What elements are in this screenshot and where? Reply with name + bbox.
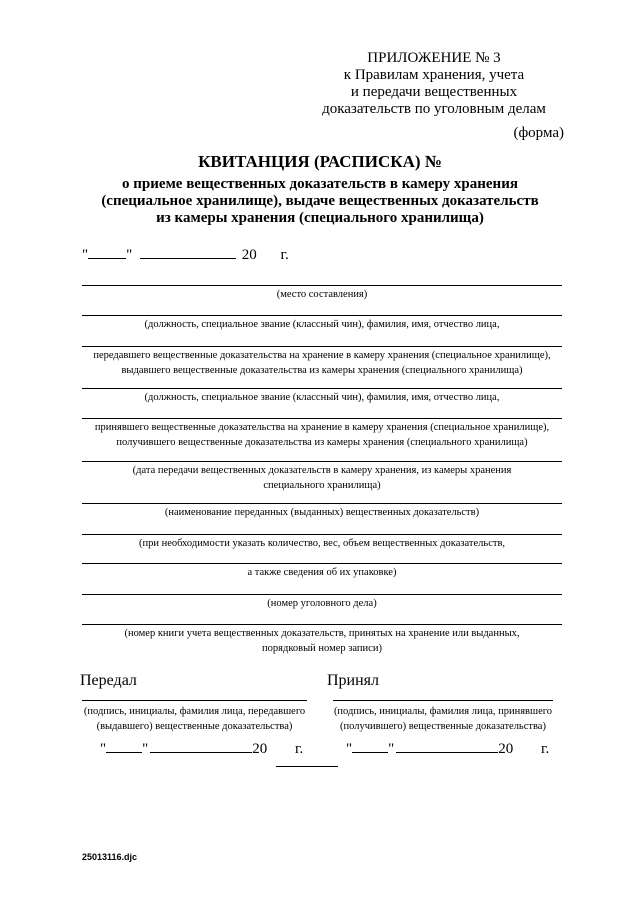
field-caption xyxy=(82,505,562,520)
field-line-place[interactable] xyxy=(82,285,562,286)
caption-line: передавшего вещественные доказательства на хранение в камеру хранения (специальное хранилище), xyxy=(93,350,551,361)
caption-line: (подпись, инициалы, фамилия лица, принявшего xyxy=(333,706,553,717)
field-caption xyxy=(82,536,562,551)
field-line-evidence-name[interactable] xyxy=(82,503,562,504)
recipient-date-line xyxy=(346,738,549,758)
caption-line: а также сведения об их упаковке) xyxy=(247,567,397,578)
field-line-transferor-position[interactable] xyxy=(82,315,562,316)
appendix-line: и передачи вещественных xyxy=(350,84,518,100)
field-caption xyxy=(82,317,562,332)
document-subtitle xyxy=(0,176,640,227)
subtitle-line: (специальное хранилище), выдаче вещественных доказательств xyxy=(101,193,539,209)
caption-line: (наименование переданных (выданных) вещественных доказательств) xyxy=(164,507,480,518)
field-caption xyxy=(82,348,562,378)
quote-close: " xyxy=(388,741,395,757)
caption-line: (выдавшего) вещественные доказательства) xyxy=(96,721,293,732)
year-suffix: г. xyxy=(295,741,304,757)
transferor-signature-line[interactable] xyxy=(82,700,307,701)
form-label: (форма) xyxy=(513,125,564,141)
field-line-packaging[interactable] xyxy=(82,563,562,564)
field-caption xyxy=(82,420,562,450)
caption-line: (подпись, инициалы, фамилия лица, передавшего xyxy=(83,706,306,717)
field-caption xyxy=(82,463,562,493)
year-prefix: 20 xyxy=(498,741,514,757)
field-caption xyxy=(82,596,562,611)
quote-open: " xyxy=(346,741,353,757)
transferor-signature-caption xyxy=(72,704,317,734)
file-name: 25013116.djc xyxy=(82,852,138,862)
field-line-transferor-name[interactable] xyxy=(82,346,562,347)
caption-line: (при необходимости указать количество, вес, объем вещественных доказательств, xyxy=(138,538,506,549)
caption-line: (получившего) вещественные доказательства) xyxy=(340,721,546,732)
appendix-header xyxy=(304,50,564,118)
receipt-date-line xyxy=(82,244,289,264)
quote-open: " xyxy=(100,741,107,757)
year-suffix: г. xyxy=(280,247,289,263)
field-caption xyxy=(82,390,562,405)
appendix-line: к Правилам хранения, учета xyxy=(343,67,525,83)
day-blank[interactable] xyxy=(352,738,388,753)
caption-line: (номер уголовного дела) xyxy=(267,598,377,609)
caption-line: получившего вещественные доказательства из камеры хранения (специального хранилища) xyxy=(116,437,528,448)
field-caption xyxy=(82,626,562,656)
field-line-recipient-name[interactable] xyxy=(82,418,562,419)
year-suffix: г. xyxy=(541,741,550,757)
caption-line: принявшего вещественные доказательства на хранение в камеру хранения (специальное хранилище), xyxy=(94,422,550,433)
day-blank[interactable] xyxy=(88,244,126,259)
field-caption xyxy=(82,287,562,302)
month-blank[interactable] xyxy=(150,738,252,753)
caption-line: (дата передачи вещественных доказательств в камеру хранения, из камеры хранения xyxy=(132,465,512,476)
recipient-signature-line[interactable] xyxy=(333,700,553,701)
field-line-case-number[interactable] xyxy=(82,594,562,595)
quote-open: " xyxy=(82,247,89,263)
stamp-line[interactable] xyxy=(276,766,338,767)
month-blank[interactable] xyxy=(396,738,498,753)
subtitle-line: из камеры хранения (специального хранилища) xyxy=(156,210,484,226)
field-line-transfer-date[interactable] xyxy=(82,461,562,462)
subtitle-line: о приеме вещественных доказательств в камеру хранения xyxy=(122,176,518,192)
caption-line: (должность, специальное звание (классный чин), фамилия, имя, отчество лица, xyxy=(144,392,500,403)
day-blank[interactable] xyxy=(106,738,142,753)
quote-close: " xyxy=(142,741,149,757)
year-prefix: 20 xyxy=(252,741,268,757)
appendix-line: ПРИЛОЖЕНИЕ № 3 xyxy=(367,50,501,66)
field-line-record-number[interactable] xyxy=(82,624,562,625)
transferred-label: Передал xyxy=(80,672,137,689)
caption-line: (место составления) xyxy=(276,289,368,300)
caption-line: специального хранилища) xyxy=(263,480,381,491)
field-caption xyxy=(82,565,562,580)
document-title: КВИТАНЦИЯ (РАСПИСКА) № xyxy=(198,152,442,171)
field-line-evidence-quantity[interactable] xyxy=(82,534,562,535)
accepted-label: Принял xyxy=(327,672,380,689)
month-blank[interactable] xyxy=(140,244,236,259)
caption-line: выдавшего вещественные доказательства из камеры хранения (специального хранилища) xyxy=(121,365,523,376)
quote-close: " xyxy=(126,247,133,263)
year-prefix: 20 xyxy=(241,247,257,263)
recipient-signature-caption xyxy=(318,704,568,734)
field-line-recipient-position[interactable] xyxy=(82,388,562,389)
transferor-date-line xyxy=(100,738,303,758)
caption-line: порядковый номер записи) xyxy=(262,643,382,654)
appendix-line: доказательств по уголовным делам xyxy=(322,101,546,117)
caption-line: (номер книги учета вещественных доказательств, принятых на хранение или выданных, xyxy=(124,628,520,639)
caption-line: (должность, специальное звание (классный чин), фамилия, имя, отчество лица, xyxy=(144,319,500,330)
